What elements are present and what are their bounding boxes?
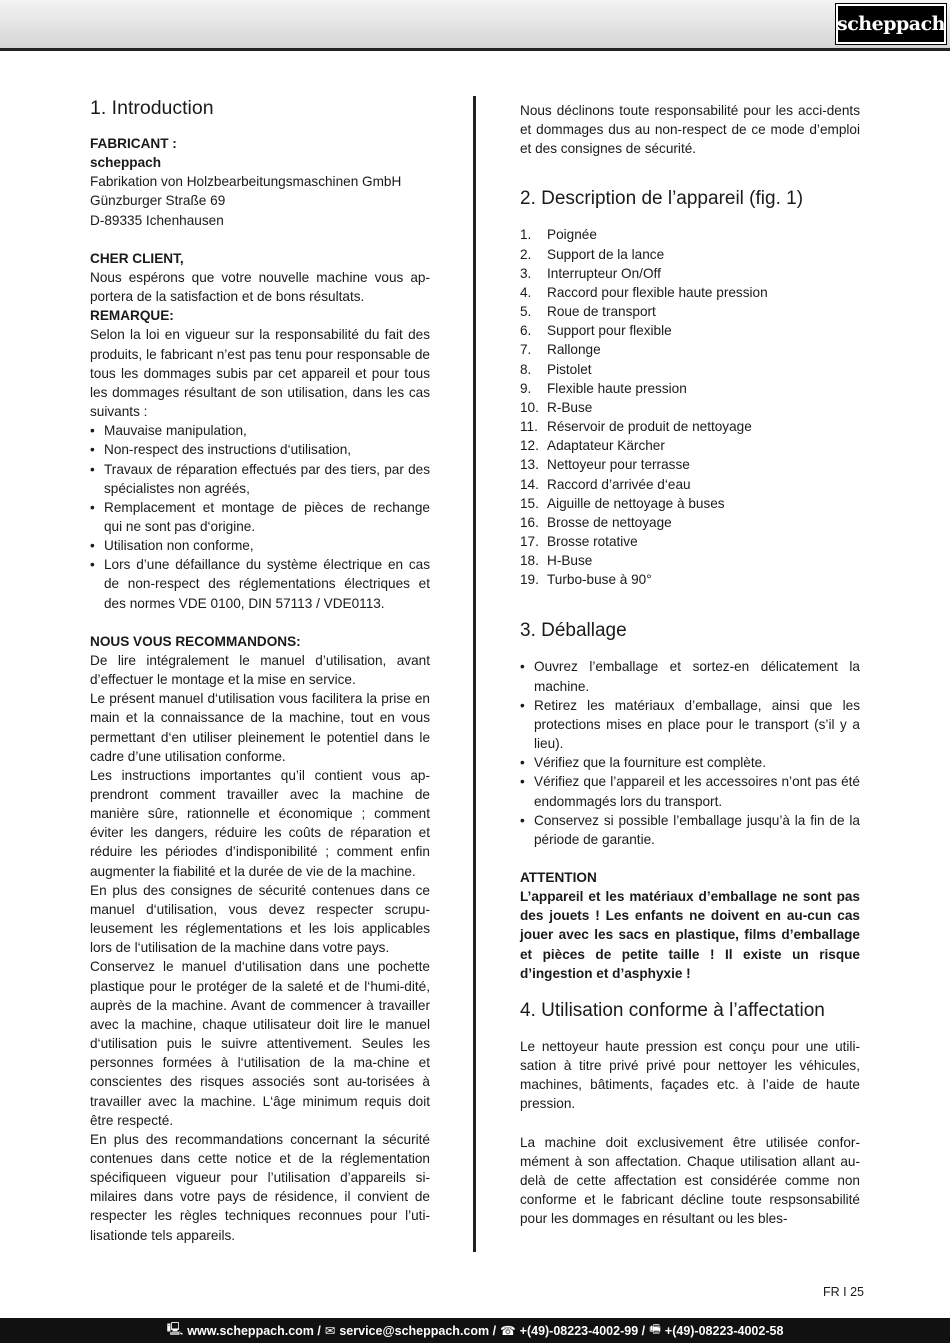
- fabricant-label: FABRICANT :: [90, 136, 177, 151]
- list-item: • Lors d’une défaillance du système électrique en cas de non-respect des réglementations électriques et des normes VDE 0100, DIN 57113 / VDE0113.: [90, 555, 430, 612]
- list-item: 10. R-Buse: [520, 399, 593, 415]
- list-item: • Travaux de réparation effectués par des tiers, par des spécialistes non agréés,: [90, 460, 430, 498]
- list-item: 8. Pistolet: [520, 361, 592, 377]
- list-item: 14. Raccord d’arrivée d‘eau: [520, 476, 691, 492]
- list-item: • Vérifiez que la fourniture est complète.: [520, 753, 860, 772]
- list-item: 15. Aiguille de nettoyage à buses: [520, 495, 725, 511]
- cases-list: [90, 421, 430, 613]
- right-column: [520, 96, 860, 1228]
- client-label: CHER CLIENT,: [90, 250, 184, 266]
- recommend-paragraph: En plus des recommandations concernant la sécurité contenues dans cette notice et de la réglementation spécifiqueen vigueur pour l’utilisation d’appareils si-milaires dans votre pays de résidence, il convient de respecter les règles techniques reconnues pour l’uti-lisationde tels appareils.: [90, 1131, 430, 1243]
- client-text: Nous espérons que votre nouvelle machine vous ap-portera de la satisfaction et de bons résultats.: [90, 269, 430, 305]
- list-item: 13. Nettoyeur pour terrasse: [520, 457, 690, 473]
- list-item: 17. Brosse rotative: [520, 533, 638, 549]
- phone-icon: ☎: [500, 1324, 516, 1338]
- list-item: 11. Réservoir de produit de nettoyage: [520, 419, 752, 435]
- recommend-paragraph: Conservez le manuel d‘utilisation dans une pochette plastique pour le protéger de la saleté et de l‘humi-dité, auprès de la machine. Avant de commencer à travailler avec la machine, chaque utilisateur doit lire le manuel d‘utilisation puis le suivre attentivement. Seules les personnes formées à l‘utilisation de la ma-chine et conscientes des risques associés sont au-torisées à travailler avec la machine. L‘âge minimum requis doit être respecté.: [90, 959, 430, 1128]
- recommend-paragraph: De lire intégralement le manuel d’utilisation, avant d’effectuer le montage et la mise en service.: [90, 652, 430, 688]
- list-item: • Mauvaise manipulation,: [90, 421, 430, 440]
- list-item: • Utilisation non conforme,: [90, 536, 430, 555]
- header-bar: [0, 0, 950, 51]
- list-item: 7. Rallonge: [520, 342, 601, 358]
- list-item: 3. Interrupteur On/Off: [520, 265, 661, 281]
- list-item: 16. Brosse de nettoyage: [520, 514, 672, 530]
- list-item: • Retirez les matériaux d’emballage, ainsi que les protections mises en place pour le transport (s’il y a lieu).: [520, 696, 860, 753]
- mail-icon: ✉: [324, 1324, 336, 1338]
- address-line: Günzburger Straße 69: [90, 193, 226, 209]
- usage-paragraph: La machine doit exclusivement être utilisée confor-mément à son affectation. Chaque utilisation allant au-delà de cette affectation est considérée comme non conforme et le fabricant décline toute respsonsabilité pour les dommages en résultant ou les bles-: [520, 1134, 860, 1227]
- unpack-list: [520, 657, 860, 849]
- address-line: Fabrikation von Holzbearbeitungsmaschinen GmbH: [90, 174, 402, 190]
- section-title-introduction: 1. Introduction: [90, 97, 214, 119]
- list-item: • Ouvrez l’emballage et sortez-en délicatement la machine.: [520, 657, 860, 695]
- recommend-label: NOUS VOUS RECOMMANDONS:: [90, 633, 301, 649]
- footer-fax: +(49)-08223-4002-58: [664, 1323, 784, 1338]
- parts-list: [520, 225, 860, 589]
- company-name: scheppach: [90, 155, 162, 171]
- list-item: 19. Turbo-buse à 90°: [520, 572, 652, 588]
- page-number: FR I 25: [823, 1285, 864, 1299]
- remarque-text: Selon la loi en vigueur sur la responsabilité du fait des produits, le fabricant n’est pas tenu pour responsable de tous les dommages subis par cet appareil et pour tous les dommages résultant de son utilisation, dans les cas suivants :: [90, 327, 430, 420]
- list-item: 12. Adaptateur Kärcher: [520, 438, 665, 454]
- list-item: 18. H-Buse: [520, 553, 593, 569]
- list-item: • Vérifiez que l’appareil et les accessoires n’ont pas été endommagés lors du transport.: [520, 772, 860, 810]
- list-item: 5. Roue de transport: [520, 304, 656, 320]
- disclaimer-text: Nous déclinons toute responsabilité pour les acci-dents et dommages dus au non-respect de ce mode d’emploi et des consignes de sécurité.: [520, 103, 860, 157]
- footer-email[interactable]: service@scheppach.com /: [339, 1323, 497, 1338]
- attention-label: ATTENTION: [520, 870, 597, 885]
- section-title-intended-use: 4. Utilisation conforme à l’affectation: [520, 999, 825, 1021]
- footer-bar: [0, 1318, 950, 1343]
- recommend-paragraph: En plus des consignes de sécurité contenues dans ce manuel d‘utilisation, vous devez respecter scrupu-leusement les réglementations et les lois applicables lors de l‘utilisation de la machine dans votre pays.: [90, 882, 430, 956]
- attention-text: L’appareil et les matériaux d’emballage ne sont pas des jouets ! Les enfants ne doivent en au-cun cas jouer avec les sacs en plastique, films d’emballage et pièces de petite taille ! Il existe un risque d’ingestion et d’asphyxie !: [520, 889, 860, 981]
- section-title-description: 2. Description de l’appareil (fig. 1): [520, 188, 804, 210]
- usage-paragraph: Le nettoyeur haute pression est conçu pour une utili-sation à titre privé privé pour nettoyer les véhicules, machines, bâtiments, façades etc. à l’aide de haute pression.: [520, 1038, 860, 1112]
- footer-website[interactable]: www.scheppach.com /: [187, 1323, 321, 1338]
- recommend-paragraph: Les instructions importantes qu’il contient vous ap-prendront comment travailler avec la machine de manière sûre, rationnelle et économique ; comment éviter les dangers, réduire les coûts de réparation et réduire les périodes d’indisponibilité ; comment enfin augmenter la fiabilité et la durée de vie de la machine.: [90, 767, 430, 879]
- list-item: 9. Flexible haute pression: [520, 380, 687, 396]
- list-item: • Remplacement et montage de pièces de rechange qui ne sont pas d‘origine.: [90, 498, 430, 536]
- column-divider: [473, 96, 476, 1252]
- computer-icon: 🖳: [166, 1322, 184, 1336]
- list-item: 1. Poignée: [520, 227, 597, 243]
- list-item: • Non-respect des instructions d‘utilisation,: [90, 440, 430, 459]
- remarque-label: REMARQUE:: [90, 308, 174, 324]
- brand-logo: scheppach: [836, 4, 946, 44]
- fax-icon: 🖷: [649, 1322, 661, 1336]
- list-item: 2. Support de la lance: [520, 246, 665, 262]
- list-item: 4. Raccord pour flexible haute pression: [520, 284, 768, 300]
- address-line: D-89335 Ichenhausen: [90, 212, 224, 228]
- recommend-paragraph: Le présent manuel d‘utilisation vous facilitera la prise en main et la connaissance de la machine, tout en vous permettant d‘en utiliser pleinement le potentiel dans le cadre d’une utilisation conforme.: [90, 691, 430, 764]
- list-item: 6. Support pour flexible: [520, 323, 672, 339]
- footer-phone: +(49)-08223-4002-99 /: [519, 1323, 646, 1338]
- list-item: • Conservez si possible l’emballage jusqu’à la fin de la période de garantie.: [520, 811, 860, 849]
- section-title-unpacking: 3. Déballage: [520, 620, 627, 642]
- left-column: [90, 96, 430, 1245]
